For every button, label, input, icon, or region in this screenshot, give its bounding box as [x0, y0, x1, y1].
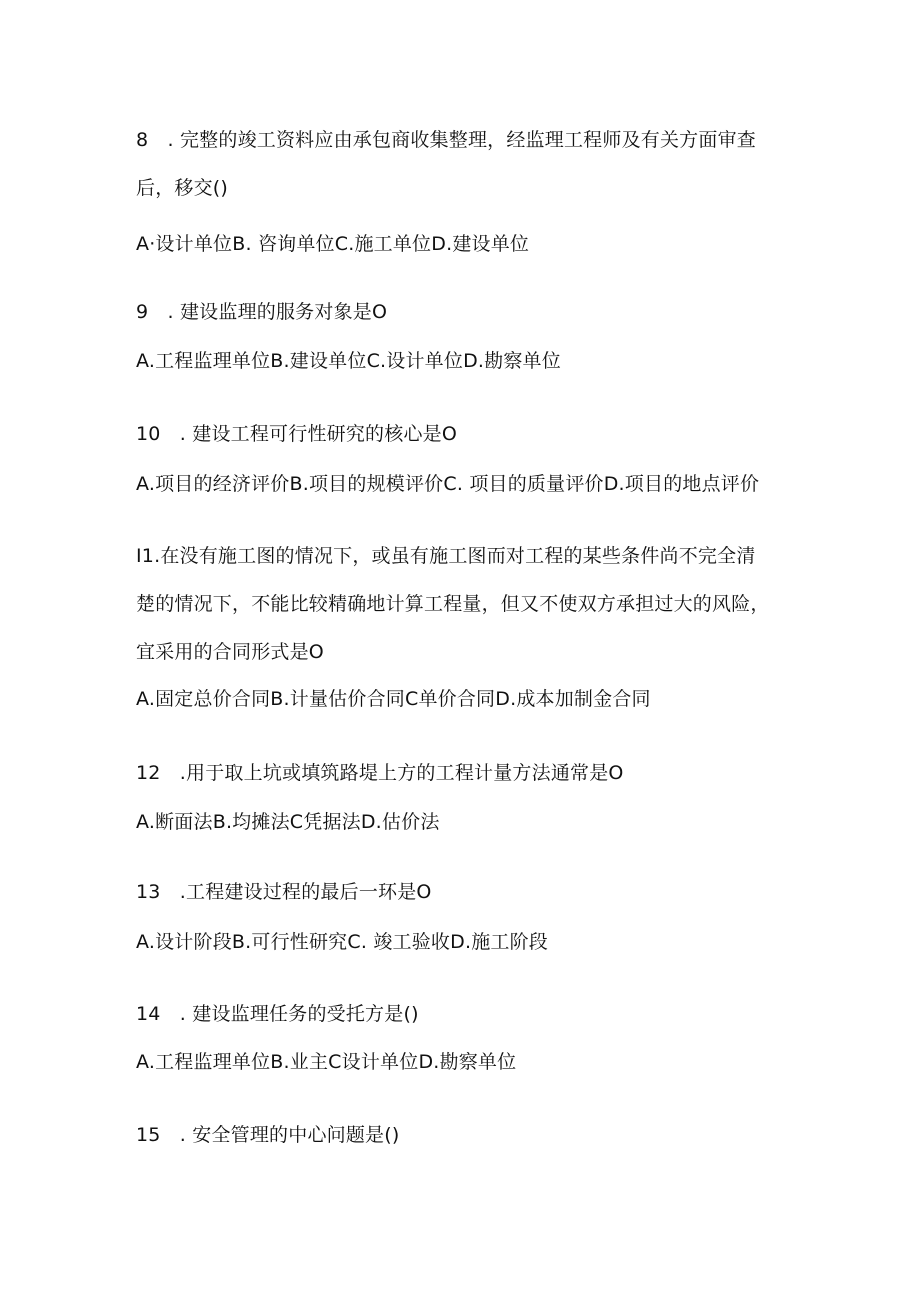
- question-11-line-3: 宜采用的合同形式是O: [136, 641, 324, 663]
- question-9-line-1: 9 . 建设监理的服务对象是O: [136, 301, 388, 323]
- question-14-line-1: 14 . 建设监理任务的受托方是(): [136, 1003, 419, 1025]
- question-15-line-1: 15 . 安全管理的中心问题是(): [136, 1124, 400, 1146]
- question-8-line-1: 8 . 完整的竣工资料应由承包商收集整理，经监理工程师及有关方面审查: [136, 129, 756, 151]
- question-13-line-1: 13 .工程建设过程的最后一环是O: [136, 881, 432, 903]
- question-11-line-1: I1.在没有施工图的情况下，或虽有施工图而对工程的某些条件尚不完全清: [136, 545, 756, 567]
- question-13-options: A.设计阶段B.可行性研究C. 竣工验收D.施工阶段: [136, 931, 548, 953]
- question-9-options: A.工程监理单位B.建设单位C.设计单位D.勘察单位: [136, 350, 561, 372]
- question-12-line-1: 12 .用于取上坑或填筑路堤上方的工程计量方法通常是O: [136, 762, 624, 784]
- question-10-options: A.项目的经济评价B.项目的规模评价C. 项目的质量评价D.项目的地点评价: [136, 473, 760, 495]
- question-12-options: A.断面法B.均摊法C凭据法D.估价法: [136, 811, 440, 833]
- question-10-line-1: 10 . 建设工程可行性研究的核心是O: [136, 423, 458, 445]
- question-11-options: A.固定总价合同B.计量估价合同C单价合同D.成本加制金合同: [136, 688, 651, 710]
- question-11-line-2: 楚的情况下，不能比较精确地计算工程量，但又不使双方承担过大的风险，: [136, 593, 770, 615]
- question-8-options: A·设计单位B. 咨询单位C.施工单位D.建设单位: [136, 233, 530, 255]
- question-8-line-2: 后，移交(): [136, 177, 229, 199]
- question-14-options: A.工程监理单位B.业主C设计单位D.勘察单位: [136, 1051, 517, 1073]
